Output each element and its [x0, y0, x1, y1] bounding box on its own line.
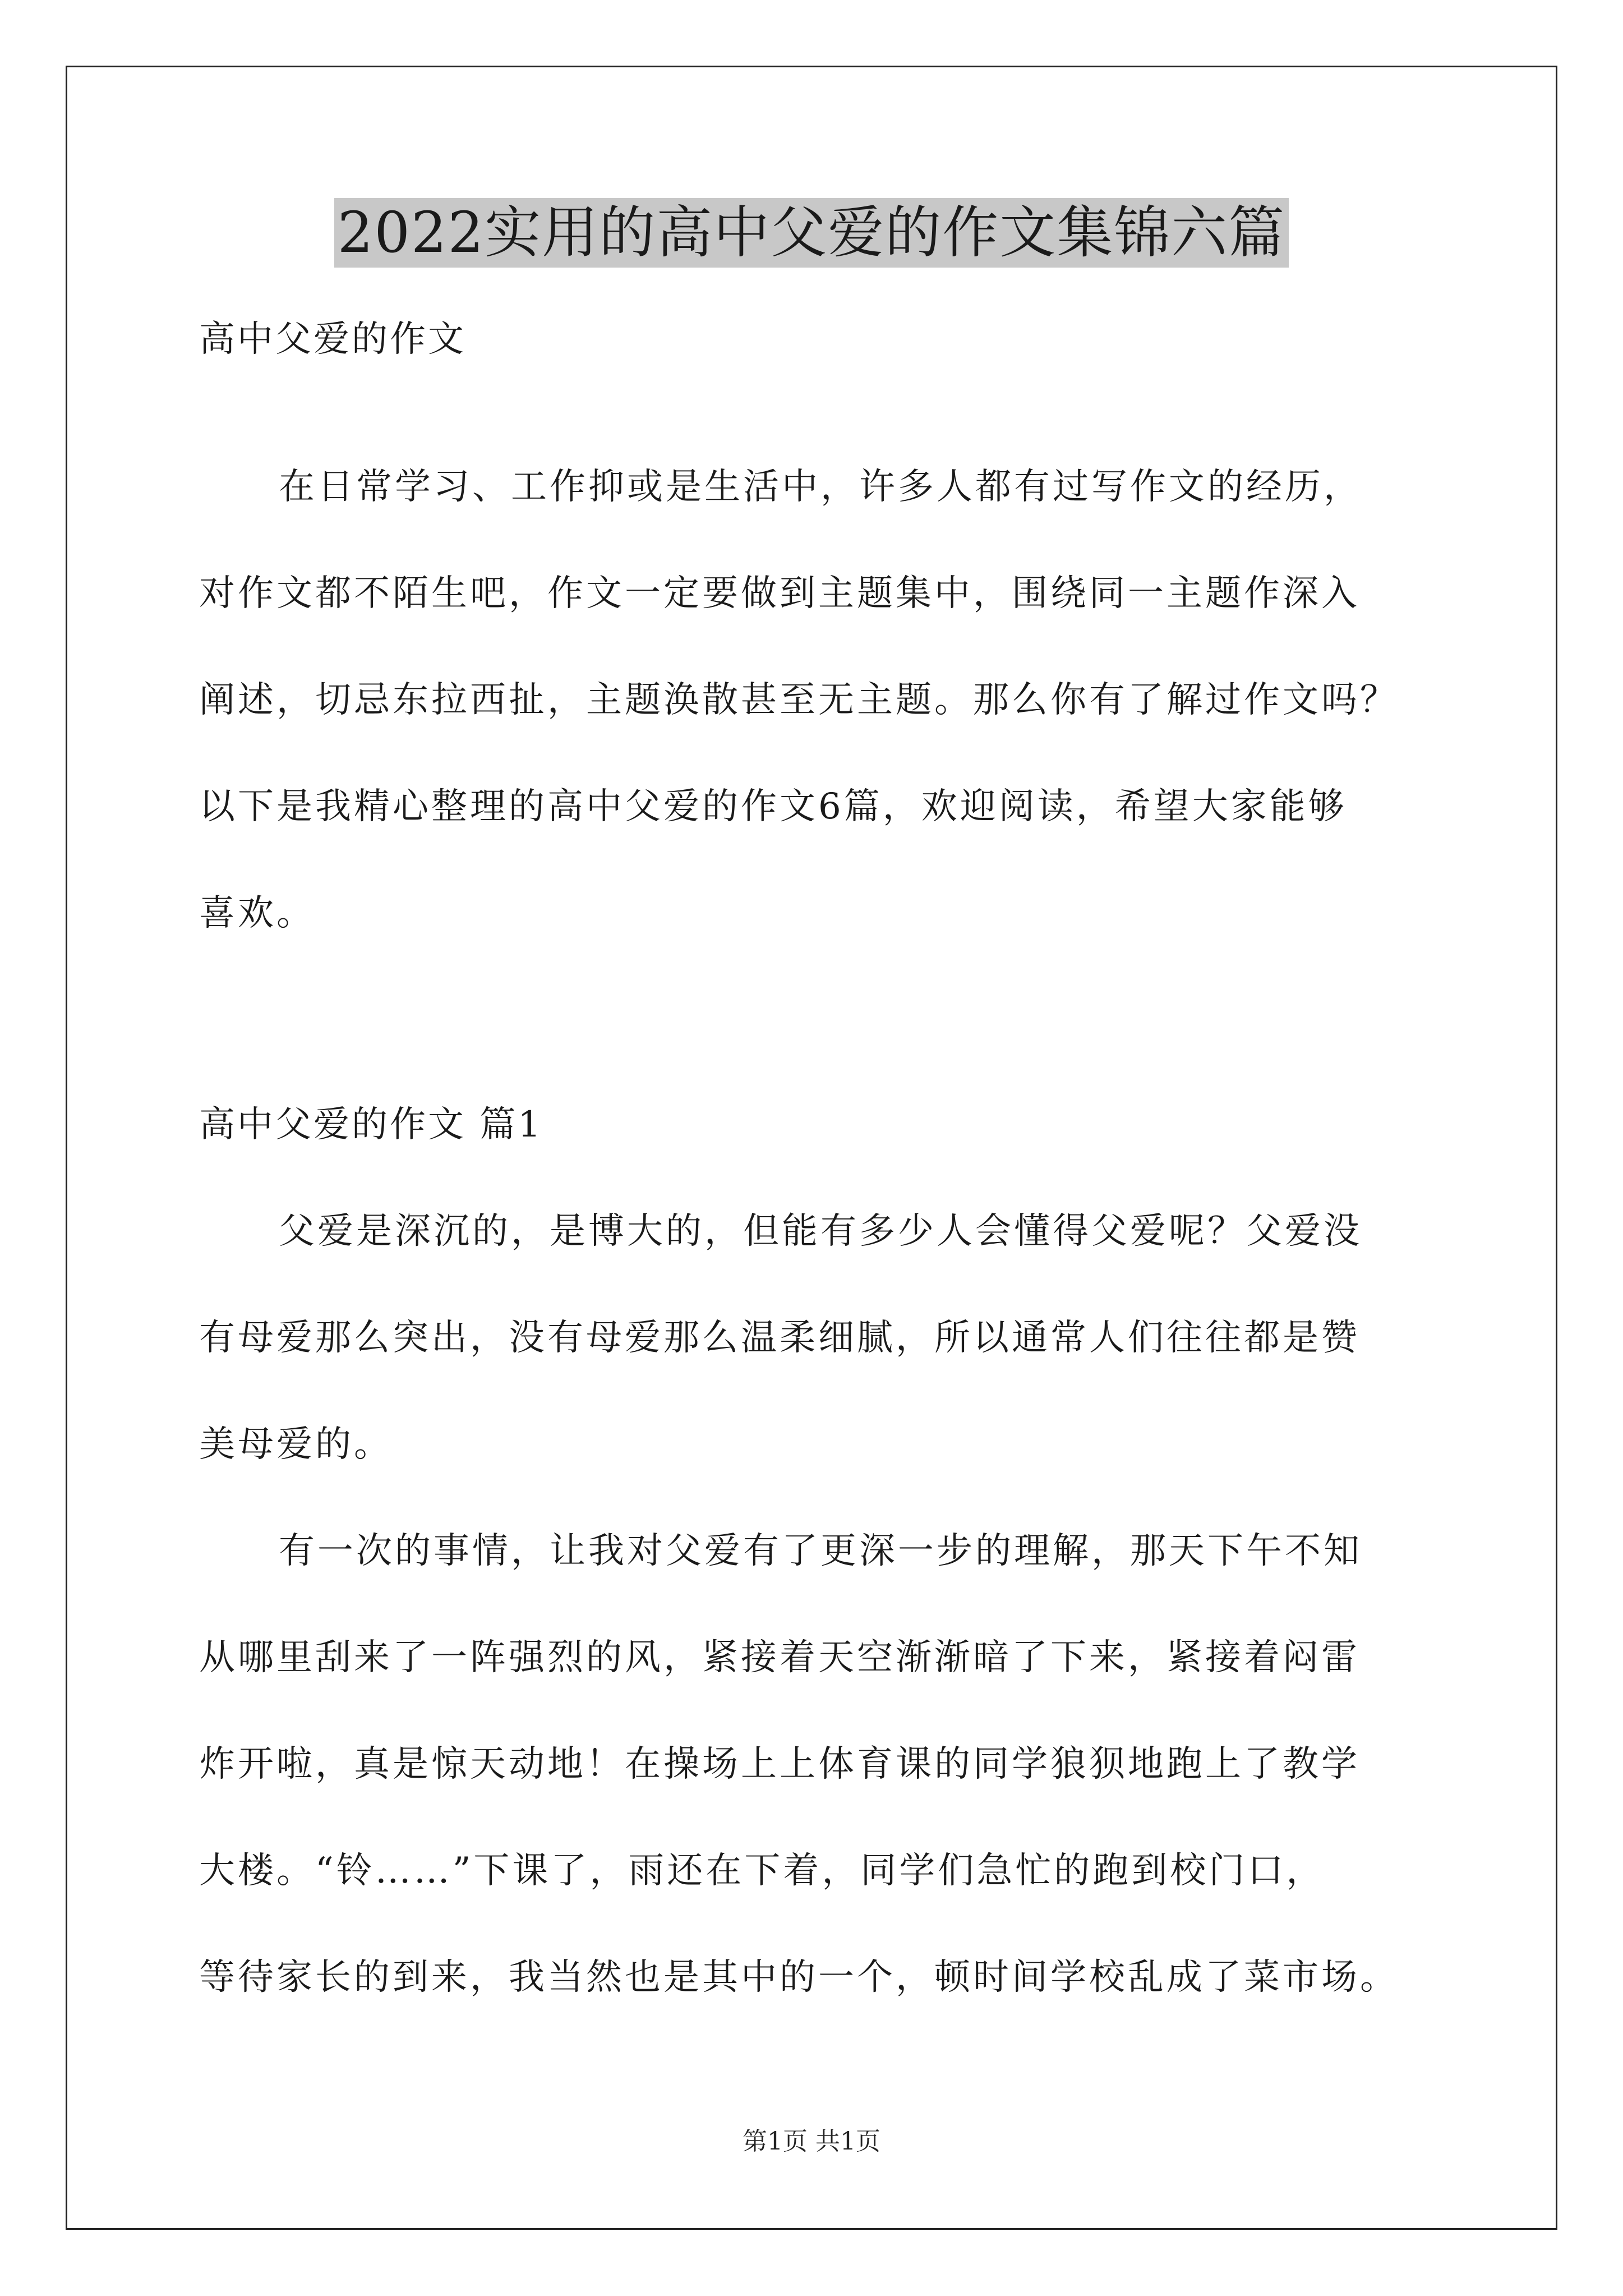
- paragraph-line: 美母爱的。: [199, 1424, 393, 1465]
- intro-line: 阐述，切忌东拉西扯，主题涣散甚至无主题。那么你有了解过作文吗？: [199, 679, 1399, 721]
- page-footer: 第1页 共1页: [743, 2127, 880, 2156]
- paragraph-line: 父爱是深沉的，是博大的，但能有多少人会懂得父爱呢？父爱没: [279, 1211, 1362, 1252]
- intro-line: 在日常学习、工作抑或是生活中，许多人都有过写作文的经历，: [279, 466, 1362, 508]
- document-title: 2022实用的高中父爱的作文集锦六篇: [334, 198, 1289, 268]
- paragraph-line: 等待家长的到来，我当然也是其中的一个，顿时间学校乱成了菜市场。: [199, 1957, 1399, 1998]
- intro-line: 以下是我精心整理的高中父爱的作文6篇，欢迎阅读，希望大家能够: [199, 786, 1347, 827]
- essay-heading: 高中父爱的作文 篇1: [199, 1104, 543, 1145]
- paragraph-line: 大楼。“铃……”下课了，雨还在下着，同学们急忙的跑到校门口，: [199, 1850, 1325, 1892]
- section-heading: 高中父爱的作文: [199, 319, 466, 360]
- intro-line: 喜欢。: [199, 892, 315, 934]
- paragraph-line: 从哪里刮来了一阵强烈的风，紧接着天空渐渐暗了下来，紧接着闷雷: [199, 1637, 1360, 1678]
- paragraph-line: 炸开啦，真是惊天动地！在操场上上体育课的同学狼狈地跑上了教学: [199, 1743, 1360, 1785]
- paragraph-line: 有母爱那么突出，没有母爱那么温柔细腻，所以通常人们往往都是赞: [199, 1317, 1360, 1359]
- page-frame: [66, 66, 1557, 2230]
- title-container: [0, 198, 1623, 268]
- paragraph-line: 有一次的事情，让我对父爱有了更深一步的理解，那天下午不知: [279, 1530, 1362, 1572]
- intro-line: 对作文都不陌生吧，作文一定要做到主题集中，围绕同一主题作深入: [199, 573, 1360, 614]
